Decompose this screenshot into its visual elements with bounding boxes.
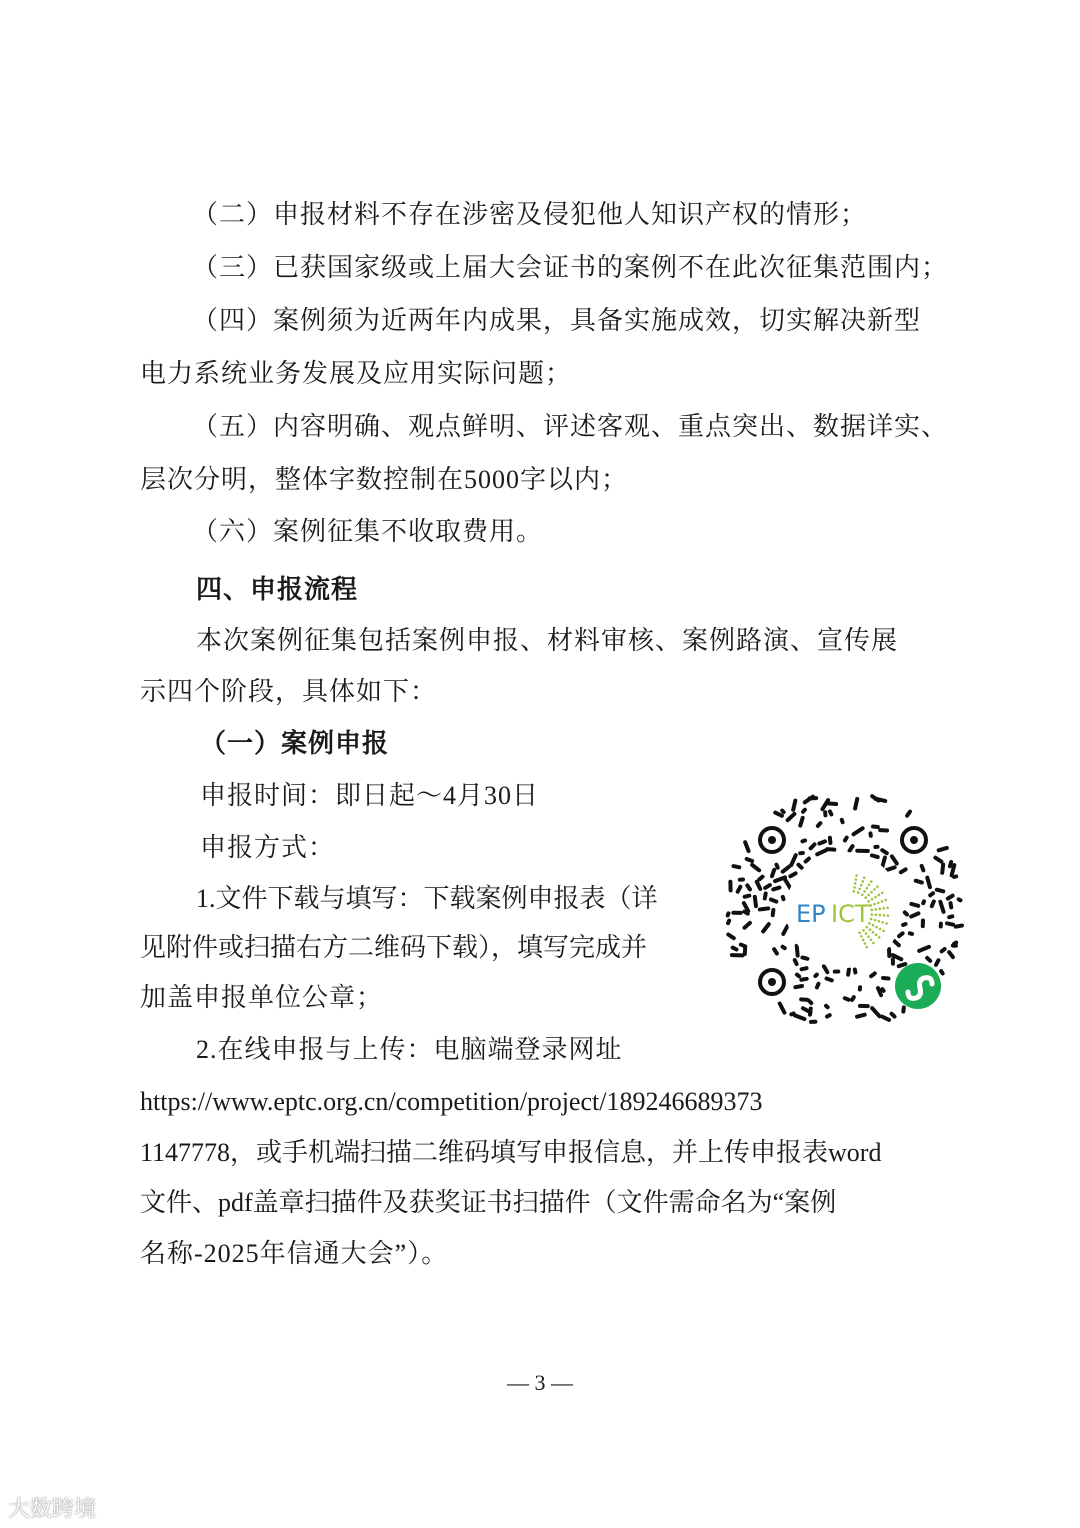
- paragraph-line: （五）内容明确、观点鲜明、评述客观、重点突出、数据详实、: [192, 412, 949, 441]
- paragraph-line: 本次案例征集包括案例申报、材料审核、案例路演、宣传展: [196, 626, 899, 655]
- paragraph-line: （四）案例须为近两年内成果，具备实施成效，切实解决新型: [192, 306, 922, 335]
- page-number: — 3 —: [507, 1370, 573, 1395]
- subsection-heading: （一）案例申报: [200, 729, 390, 758]
- paragraph-line: 层次分明，整体字数控制在5000字以内；: [140, 465, 629, 494]
- paragraph-line: 示四个阶段，具体如下：: [140, 677, 438, 706]
- paragraph-line: 电力系统业务发展及应用实际问题；: [140, 359, 573, 388]
- svg-text:ICT: ICT: [831, 900, 870, 928]
- qr-finder-icon: [760, 828, 784, 852]
- paragraph-line: 申报时间：即日起～4月30日: [200, 781, 540, 810]
- paragraph-line: 见附件或扫描右方二维码下载），填写完成并: [140, 933, 648, 962]
- qr-finder-icon: [760, 970, 784, 994]
- url-line[interactable]: https://www.eptc.org.cn/competition/project/189246689373: [140, 1087, 763, 1116]
- paragraph-line: （二）申报材料不存在涉密及侵犯他人知识产权的情形；: [192, 200, 868, 229]
- paragraph-line: 1147778，或手机端扫描二维码填写申报信息，并上传申报表word: [140, 1138, 882, 1167]
- paragraph-line: （三）已获国家级或上届大会证书的案例不在此次征集范围内；: [192, 253, 949, 282]
- mini-program-qr-code[interactable]: [722, 792, 966, 1028]
- svg-text:EP: EP: [796, 900, 826, 928]
- mini-program-icon: [895, 963, 941, 1009]
- paragraph-line: （六）案例征集不收取费用。: [192, 517, 544, 546]
- section-heading: 四、申报流程: [196, 575, 359, 605]
- paragraph-line: 加盖申报单位公章；: [140, 983, 384, 1012]
- qr-finder-icon: [902, 828, 926, 852]
- paragraph-line: 2.在线申报与上传：电脑端登录网址: [196, 1035, 623, 1064]
- paragraph-line: 名称-2025年信通大会”）。: [140, 1239, 449, 1268]
- paragraph-line: 1.文件下载与填写：下载案例申报表（详: [196, 884, 658, 913]
- watermark-logo: [8, 1492, 96, 1523]
- paragraph-line: 文件、pdf盖章扫描件及获奖证书扫描件（文件需命名为“案例: [140, 1188, 837, 1217]
- paragraph-line: 申报方式：: [200, 833, 336, 862]
- watermark-text: 大数跨境: [8, 1497, 97, 1522]
